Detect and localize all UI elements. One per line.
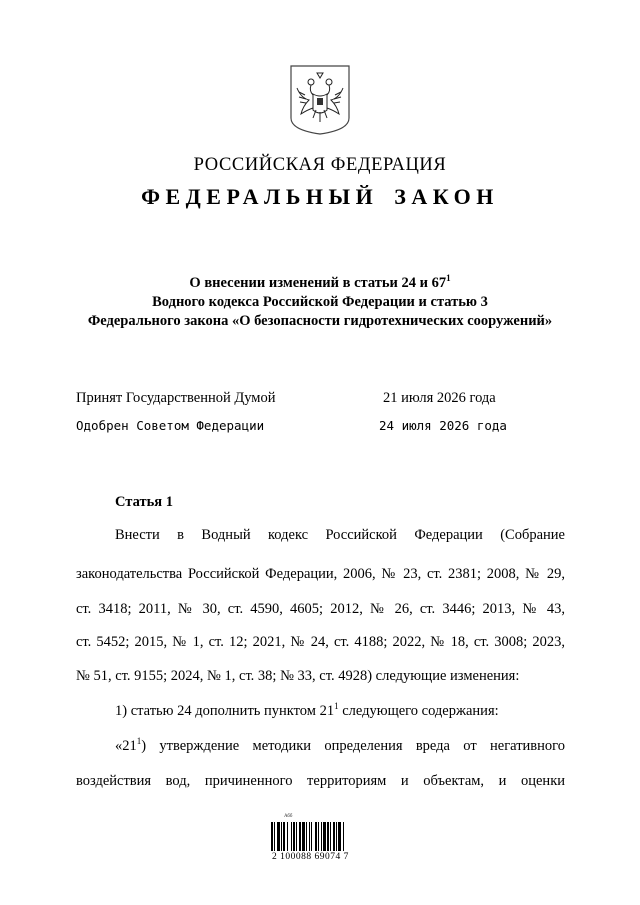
item-1: 1) статью 24 дополнить пунктом $21^1$ следующего содержания: <box>115 701 499 719</box>
quoted-item-line-1: «$21^1$) утверждение методики определения вреда от негативного <box>115 736 565 754</box>
article-paragraph-line-3: ст. 3418; 2011, № 30, ст. 4590, 4605; 2012, № 26, ст. 3446; 2013, № 43, <box>76 601 565 617</box>
country-heading: РОССИЙСКАЯ ФЕДЕРАЦИЯ <box>193 155 447 175</box>
document-type-word-2: ЗАКОН <box>394 184 499 209</box>
article-heading: Статья 1 <box>115 494 173 510</box>
law-title-line-1: О внесении изменений в статьи 24 и $67^1$ <box>189 273 451 291</box>
duma-adoption-date: 21 июля 2026 года <box>383 390 496 406</box>
law-title-line-3: Федерального закона «О безопасности гидротехнических сооружений» <box>87 313 553 329</box>
law-title-line-2: Водного кодекса Российской Федерации и статью 3 <box>152 294 488 310</box>
barcode-icon <box>270 822 372 854</box>
article-paragraph-line-1: Внести в Водный кодекс Российской Федерации (Собрание <box>115 527 565 543</box>
barcode-number: 2 100088 69074 7 <box>272 852 349 862</box>
council-approval-date: 24 июля 2026 года <box>379 418 507 433</box>
duma-adoption-label: Принят Государственной Думой <box>76 390 276 406</box>
document-type-word-1: ФЕДЕРАЛЬНЫЙ <box>141 184 379 209</box>
council-approval-label: Одобрен Советом Федерации <box>76 418 265 433</box>
quoted-item-line-2: воздействия вод, причиненного территориям и объектам, и оценки <box>76 773 565 789</box>
barcode-mark: Абб <box>284 814 293 819</box>
state-emblem-icon <box>289 64 351 136</box>
article-paragraph-line-4: ст. 5452; 2015, № 1, ст. 12; 2021, № 24, ст. 4188; 2022, № 18, ст. 3008; 2023, <box>76 634 565 650</box>
article-paragraph-line-2: законодательства Российской Федерации, 2006, № 23, ст. 2381; 2008, № 29, <box>76 566 565 582</box>
article-paragraph-line-5: № 51, ст. 9155; 2024, № 1, ст. 38; № 33, ст. 4928) следующие изменения: <box>76 668 520 684</box>
document-type-heading <box>0 184 640 210</box>
law-title <box>40 274 600 331</box>
